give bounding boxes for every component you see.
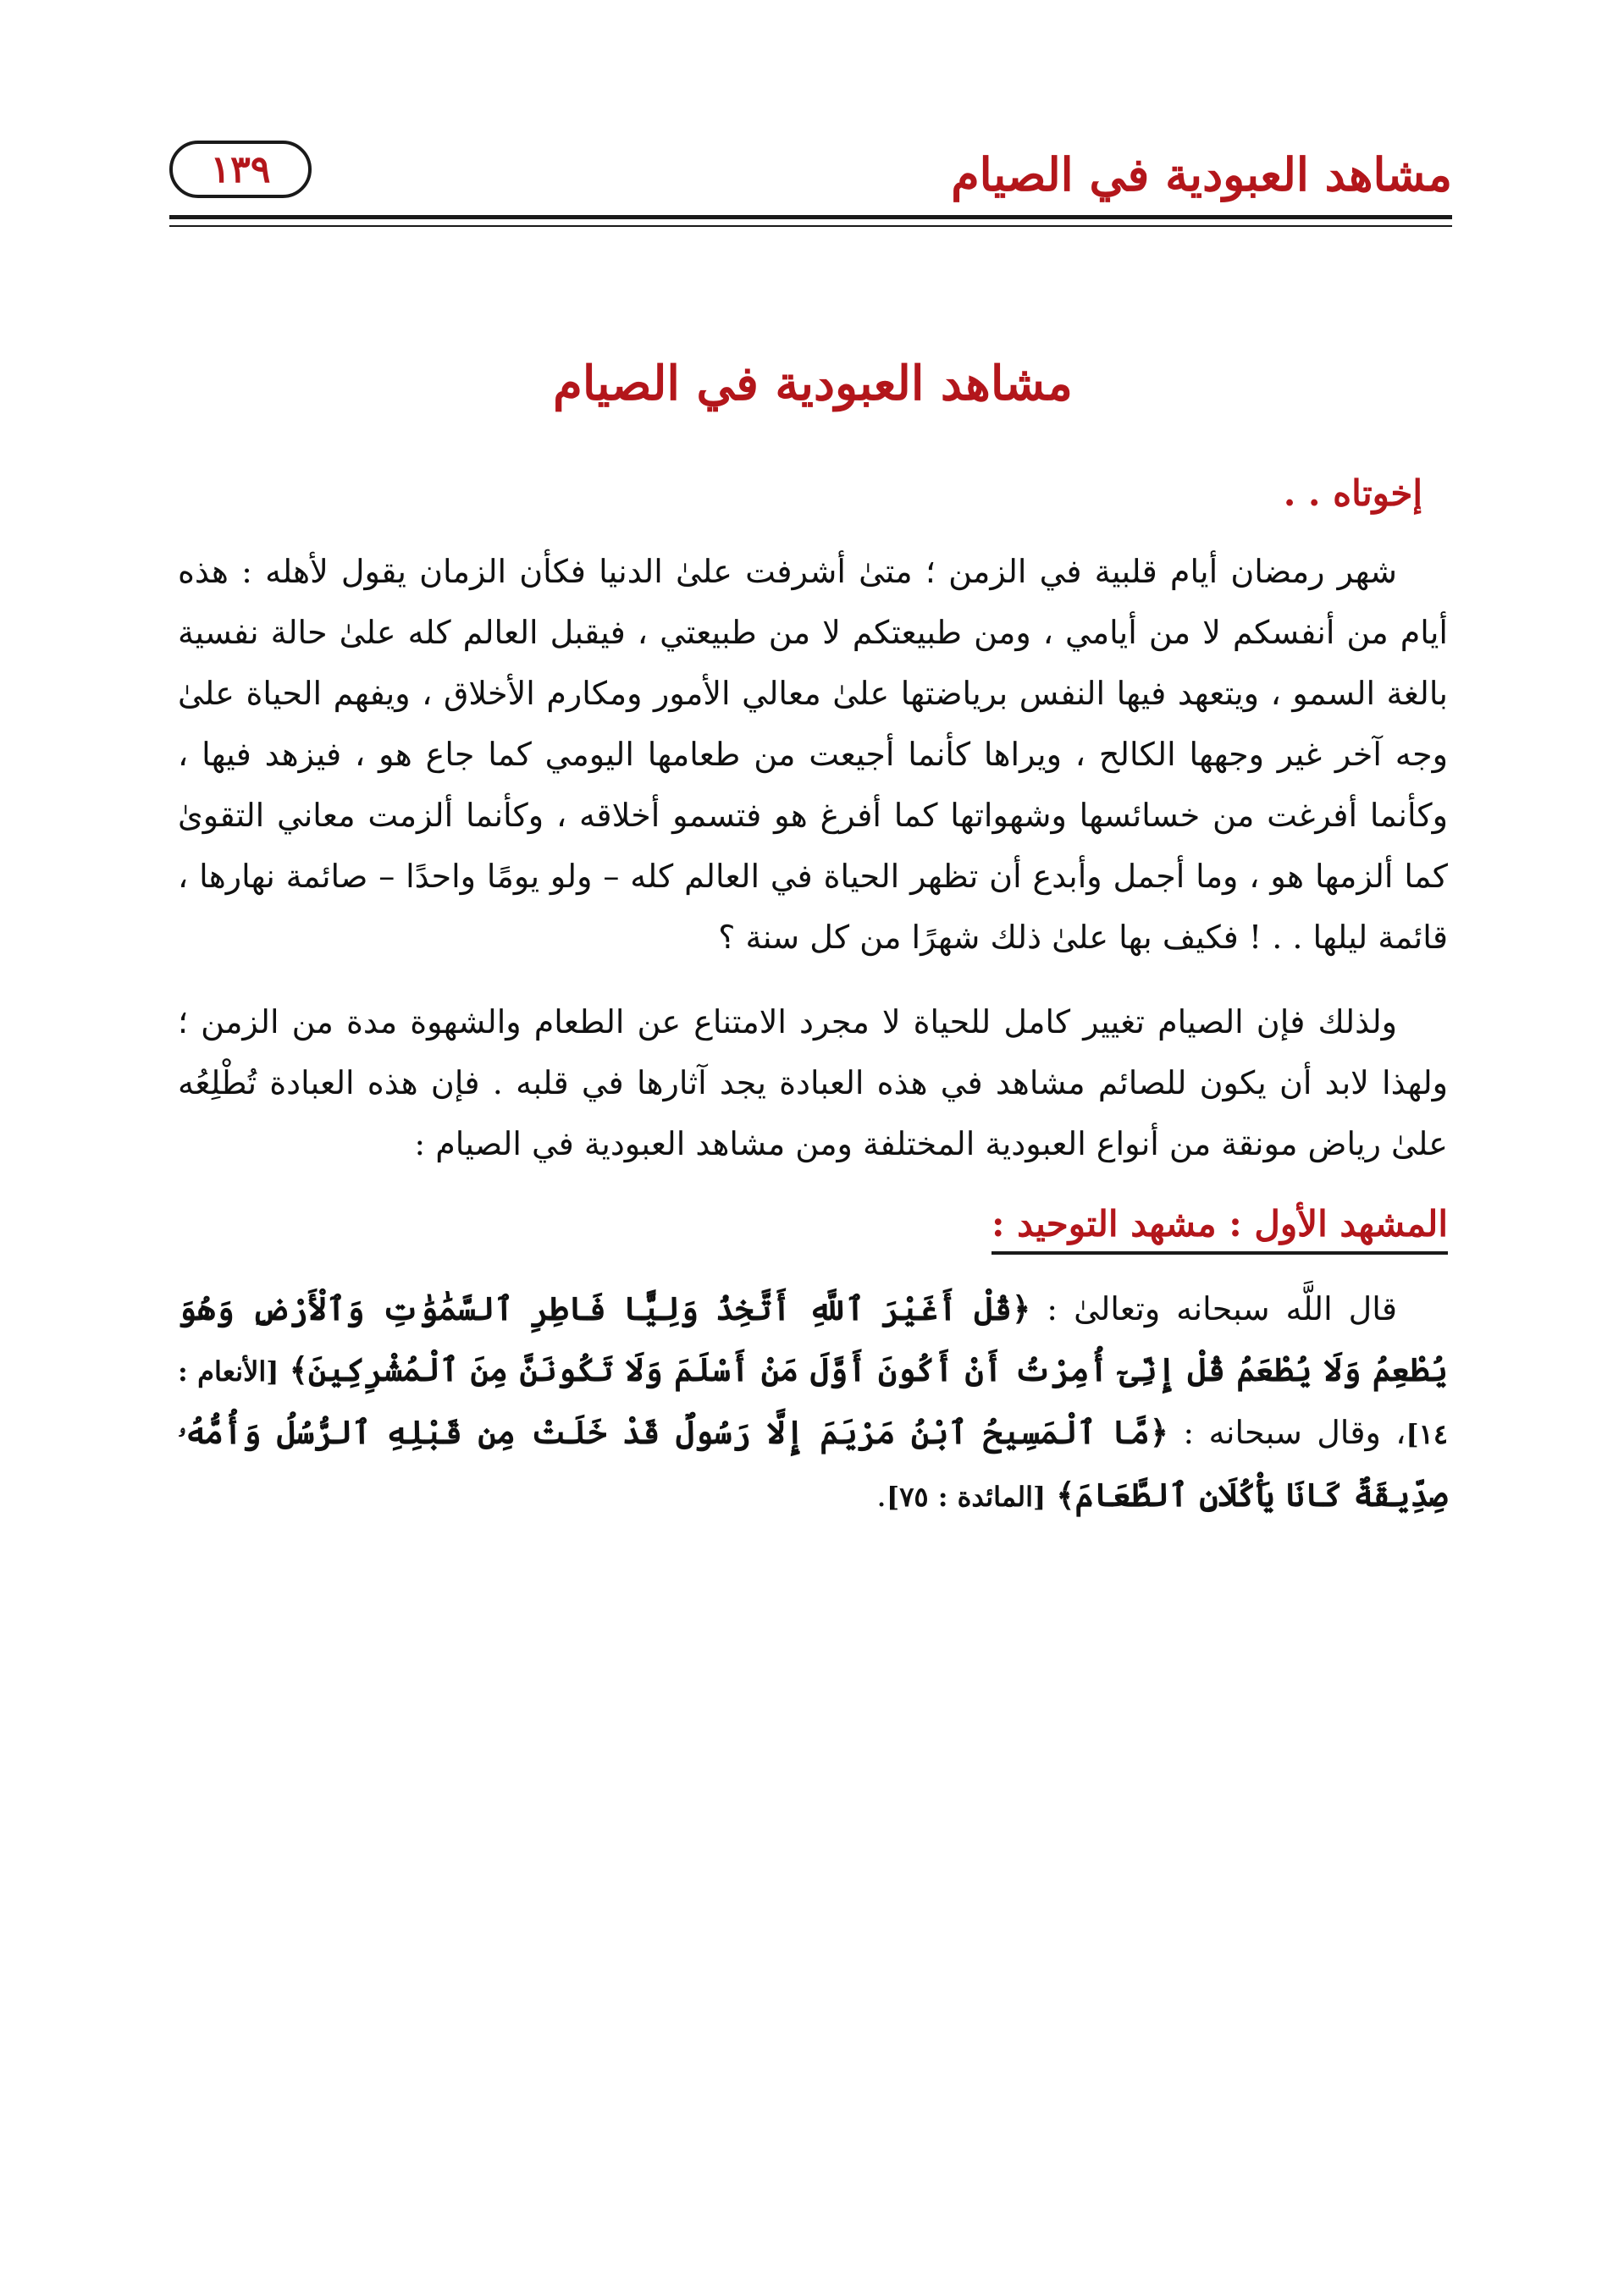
quran-paragraph — [178, 1278, 1448, 1527]
ornate-bracket-open: ﴿ — [1149, 1413, 1169, 1451]
quran-verse: مَّا ٱلْمَسِيحُ ٱبْنُ مَرْيَمَ إِلَّا رَسُولٌ قَدْ خَلَتْ مِن قَبْلِهِ ٱلرُّسُلُ وَأُمُّهُۥ صِدِّيقَةٌ كَانَا يَأْكُلَانِ ٱلطَّعَامَ — [178, 1413, 1448, 1514]
paragraph: ولذلك فإن الصيام تغيير كامل للحياة لا مجرد الامتناع عن الطعام والشهوة مدة من الزمن ؛ ولهذا لابد أن يكون للصائم مشاهد في هذه العبادة يجد آثارها في قلبه . فإن هذه العبادة تُطْلِعُه علىٰ رياض مونقة من أنواع العبودية المختلفة ومن مشاهد العبودية في الصيام : — [178, 1003, 1448, 1162]
ornate-bracket-close: ﴾ — [289, 1350, 308, 1388]
running-title: مشاهد العبودية في الصيام — [951, 147, 1452, 201]
page-content — [178, 356, 1448, 1527]
verse-reference: [المائدة : ٧٥] — [887, 1481, 1047, 1513]
ornate-bracket-open: ﴿ — [1012, 1289, 1031, 1327]
sentence-end: . — [876, 1476, 887, 1514]
paragraph: شهر رمضان أيام قلبية في الزمن ؛ متىٰ أشرفت علىٰ الدنيا فكأن الزمان يقول لأهله : هذه أيام من أنفسكم لا من أيامي ، ومن طبيعتكم لا من طبيعتي ، فيقبل العالم كله علىٰ حالة نفسية بالغة السمو ، ويتعهد فيها النفس برياضتها علىٰ معالي الأمور ومكارم الأخلاق ، ويفهم الحياة علىٰ وجه آخر غير وجهها الكالح ، ويراها كأنما أجيعت من طعامها اليومي كما جاع هو ، فيزهد فيها ، وكأنما أفرغت من خسائسها وشهواتها كما أفرغ هو فتسمو أخلاقه ، وكأنما ألزمت معاني التقوىٰ كما ألزمها هو ، وما أجمل وأبدع أن تظهر الحياة في العالم كله – ولو يومًا واحدًا – صائمة نهارها ، قائمة ليلها . . ! فكيف بها علىٰ ذلك شهرًا من كل سنة ؟ — [178, 553, 1448, 956]
quran-intro: ، وقال سبحانه : — [1183, 1414, 1406, 1451]
header-rule-thin — [169, 225, 1452, 227]
header-rule-thick — [169, 215, 1452, 219]
quran-verse: قُلْ أَغَيْرَ ٱللَّهِ أَتَّخِذُ وَلِيًّا فَاطِرِ ٱلسَّمَٰوَٰتِ وَٱلْأَرْضِ وَهُوَ يُطْعِمُ وَلَا يُطْعَمُ قُلْ إِنِّىٓ أُمِرْتُ أَنْ أَكُونَ أَوَّلَ مَنْ أَسْلَمَ وَلَا تَكُونَنَّ مِنَ ٱلْمُشْرِكِينَ — [178, 1289, 1448, 1388]
section-heading: المشهد الأول : مشهد التوحيد : — [992, 1203, 1448, 1255]
ornate-bracket-close: ﴾ — [1056, 1476, 1075, 1514]
verse-reference: [الأنعام : ١٤] — [178, 1355, 1448, 1450]
address-line: إخوتاه . . — [1283, 472, 1422, 514]
running-header — [169, 127, 1452, 229]
page-number: ١٣٩ — [169, 141, 312, 198]
quran-intro: قال اللَّه سبحانه وتعالىٰ : — [1047, 1290, 1397, 1327]
chapter-title: مشاهد العبودية في الصيام — [553, 356, 1073, 411]
